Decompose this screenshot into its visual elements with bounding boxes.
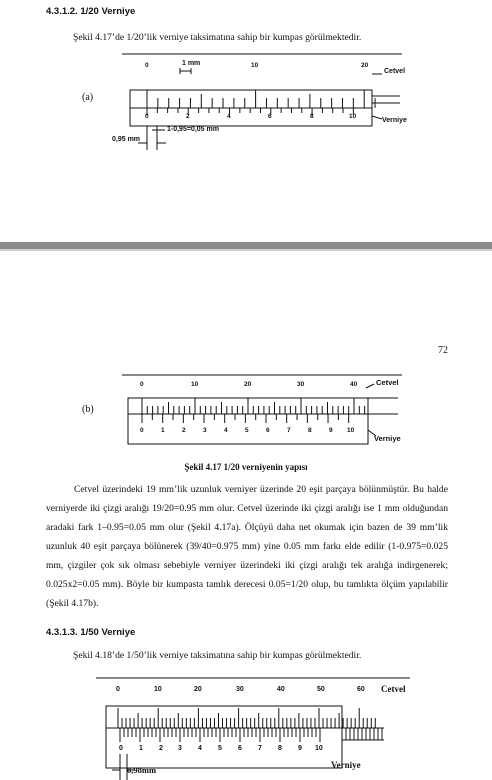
verniye-label-b: Verniye (374, 434, 401, 443)
vernier-c-num-8: 8 (278, 745, 282, 752)
scale-a-num-20: 20 (361, 62, 369, 69)
vernier-b-num-0: 0 (140, 427, 144, 434)
vernier-c-num-7: 7 (258, 745, 262, 752)
width-note-c: 0,98mm (127, 765, 157, 775)
scale-c-num-50: 50 (317, 686, 325, 693)
scale-a-num-0: 0 (145, 62, 149, 69)
vernier-b-num-1: 1 (161, 427, 165, 434)
vernier-b-num-6: 6 (266, 427, 270, 434)
page-number: 72 (438, 345, 448, 356)
scale-c-num-30: 30 (236, 686, 244, 693)
vernier-a-num-0: 0 (145, 113, 149, 120)
figure-b-label: (b) (82, 404, 94, 415)
scale-b-num-30: 30 (297, 381, 305, 388)
scale-c-num-20: 20 (194, 686, 202, 693)
vernier-a-num-2: 2 (186, 113, 190, 120)
vernier-figure-c (0, 670, 492, 780)
vernier-b-num-9: 9 (329, 427, 333, 434)
vernier-b-num-8: 8 (308, 427, 312, 434)
vernier-a-num-8: 8 (310, 113, 314, 120)
vernier-b-num-4: 4 (224, 427, 228, 434)
vernier-b-num-2: 2 (182, 427, 186, 434)
scale-b-num-40: 40 (350, 381, 358, 388)
scale-a-num-10: 10 (251, 62, 259, 69)
section-heading-1-50: 4.3.1.3. 1/50 Verniye (46, 627, 136, 638)
vernier-b-num-10: 10 (347, 427, 355, 434)
scale-b-num-0: 0 (140, 381, 144, 388)
scale-c-num-60: 60 (357, 686, 365, 693)
scale-b-num-10: 10 (191, 381, 199, 388)
section-heading-1-20: 4.3.1.2. 1/20 Verniye (46, 6, 136, 17)
vernier-c-num-4: 4 (198, 745, 202, 752)
cetvel-label-b: Cetvel (376, 378, 399, 387)
vernier-a-num-6: 6 (268, 113, 272, 120)
scale-b-num-20: 20 (244, 381, 252, 388)
vernier-c-num-6: 6 (238, 745, 242, 752)
vernier-c-num-0: 0 (119, 745, 123, 752)
vernier-figure-b (0, 360, 492, 450)
scale-c-num-10: 10 (154, 686, 162, 693)
vernier-c-num-10: 10 (315, 745, 323, 752)
scale-c-num-0: 0 (116, 686, 120, 693)
one-mm-label: 1 mm (182, 60, 201, 67)
vernier-a-num-10: 10 (349, 113, 357, 120)
vernier-c-num-9: 9 (298, 745, 302, 752)
vernier-b-num-7: 7 (287, 427, 291, 434)
verniye-label-c: Verniye (331, 760, 361, 770)
cetvel-label-a: Cetvel (384, 68, 406, 75)
vernier-b-num-5: 5 (245, 427, 249, 434)
figure-caption-4-17: Şekil 4.17 1/20 verniyenin yapısı (184, 462, 308, 472)
vernier-c-num-5: 5 (218, 745, 222, 752)
width-note-a: 0,95 mm (112, 136, 141, 143)
body-paragraph: Cetvel üzerindeki 19 mm’lik uzunluk verniyer üzerinde 20 eşit parçaya bölünmüştür. Bu halde verniyerde iki çizgi aralığı 19/20=0.95 mm olur. Cetvel üzerinde iki çizgi aralığı ise 1 mm olduğundan aradaki fark 1–0.95=0.05 mm olur (Şekil 4.17a). Ölçüyü daha net okumak için bazen de 39 mm’lik uzunluk 40 eşit parçaya bölünerek (39/40=0.975 mm) yine 0.05 mm farkı elde edilir (1-0.975=0.025 mm, çizgiler çok sık olması sebebiyle verniyer üzerindeki iki çizgi aralığı tek aralığa indirgenerek; 0.025x2=0.05 mm). Böyle bir kumpasta tamlık derecesi 0.05=1/20 olup, bu tamlıkta ölçüm yapılabilir (Şekil 4.17b). (46, 484, 448, 609)
verniye-label-a: Verniye (382, 117, 407, 124)
vernier-c-num-1: 1 (139, 745, 143, 752)
vernier-b-num-3: 3 (203, 427, 207, 434)
cetvel-label-c: Cetvel (381, 684, 406, 694)
figure-a-label: (a) (82, 92, 94, 103)
figure-intro-4-17: Şekil 4.17’de 1/20’lik verniye taksimatına sahip bir kumpas görülmektedir. (73, 32, 362, 43)
vernier-c-num-2: 2 (159, 745, 163, 752)
vernier-figure-a (0, 0, 492, 160)
page-separator-shadow (0, 249, 492, 251)
vernier-a-num-4: 4 (227, 113, 231, 120)
vernier-c-num-3: 3 (178, 745, 182, 752)
figure-intro-4-18: Şekil 4.18’de 1/50’lik verniye taksimatına sahip bir kumpas görülmektedir. (73, 650, 362, 661)
diff-note-a: 1-0,95=0,05 mm (167, 126, 219, 133)
page-separator (0, 242, 492, 249)
scale-c-num-40: 40 (277, 686, 285, 693)
